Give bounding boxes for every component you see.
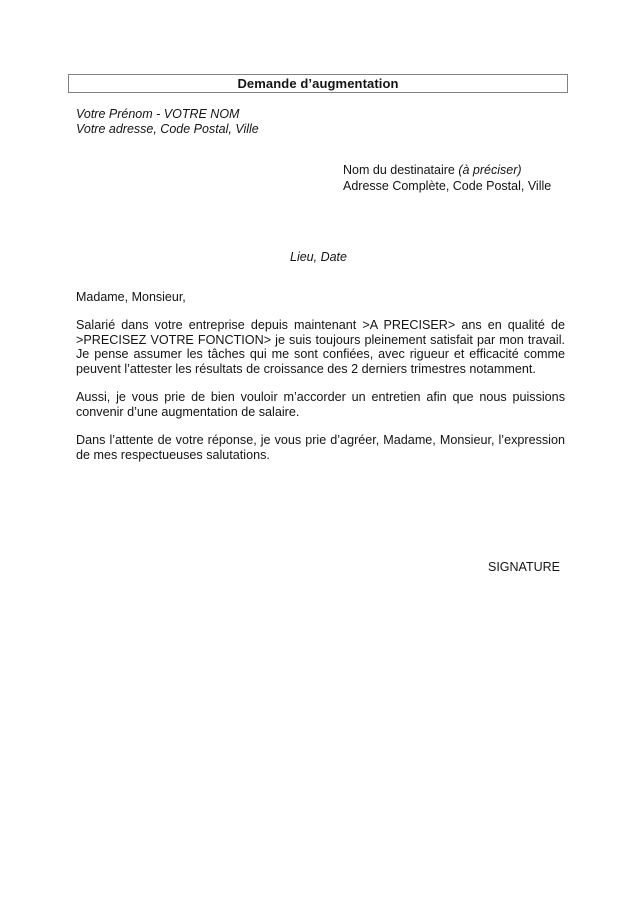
signature-placeholder: SIGNATURE xyxy=(488,560,560,574)
recipient-name-note: (à préciser) xyxy=(458,163,522,177)
body-paragraph-2: Aussi, je vous prie de bien vouloir m’accorder un entretien afin que nous puissions convenir d’une augmentation de salaire. xyxy=(76,390,565,419)
body-paragraph-1: Salarié dans votre entreprise depuis maintenant >A PRECISER> ans en qualité de >PRECISEZ VOTRE FONCTION> je suis toujours pleinement satisfait par mon travail. Je pense assumer les tâches qui me sont confiées, avec rigueur et efficacité comme peuvent l’attester les résultats de croissance des 2 derniers trimestres notamment. xyxy=(76,318,565,376)
recipient-address: Adresse Complète, Code Postal, Ville xyxy=(343,178,552,193)
sender-name: Votre Prénom - VOTRE NOM xyxy=(76,107,240,121)
document-title-box xyxy=(68,74,568,93)
sender-block xyxy=(76,107,259,137)
document-title: Demande d’augmentation xyxy=(237,76,399,91)
salutation: Madame, Monsieur, xyxy=(76,290,186,304)
recipient-name-label: Nom du destinataire xyxy=(343,163,459,177)
sender-address: Votre adresse, Code Postal, Ville xyxy=(76,122,259,136)
body-paragraph-3: Dans l’attente de votre réponse, je vous prie d’agréer, Madame, Monsieur, l’expression de mes respectueuses salutations. xyxy=(76,433,565,462)
place-date-line: Lieu, Date xyxy=(290,250,347,264)
recipient-block xyxy=(343,163,551,194)
recipient-name-line xyxy=(343,163,551,179)
